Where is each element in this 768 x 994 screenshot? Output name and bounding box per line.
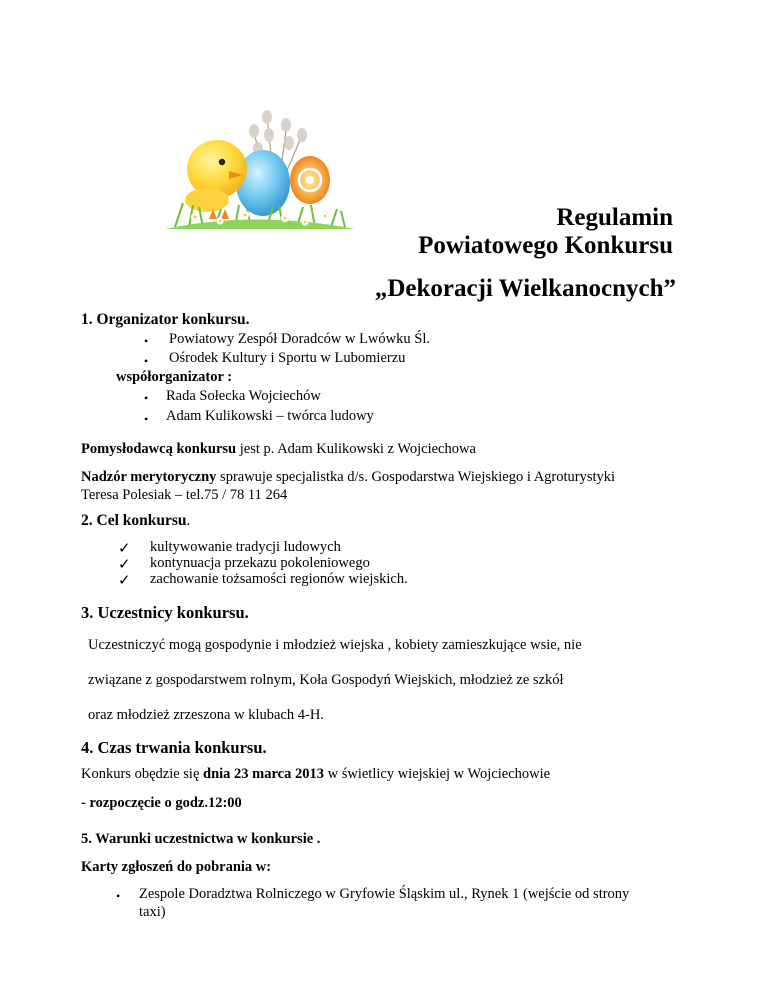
section4-heading: 4. Czas trwania konkursu. (81, 738, 267, 757)
section2-heading-period: . (186, 512, 191, 529)
bullet-icon: • (144, 391, 149, 405)
author-text: jest p. Adam Kulikowski z Wojciechowa (236, 441, 476, 457)
goal-item: zachowanie tożsamości regionów wiejskich. (150, 571, 408, 587)
document-title-line1: Regulamin (556, 204, 673, 231)
document-title-line2: Powiatowego Konkursu (418, 232, 673, 259)
section3-heading: 3. Uczestnicy konkursu. (81, 603, 249, 622)
author-label: Pomysłodawcą konkursu (81, 441, 237, 457)
bullet-icon: • (116, 889, 121, 903)
bullet-icon: • (144, 354, 149, 368)
checkmark-icon: ✓ (118, 573, 131, 589)
supervision-text: sprawuje specjalistka d/s. Gospodarstwa Wiejskiego i Agroturystyki (216, 469, 616, 485)
section5-heading: 5. Warunki uczestnictwa w konkursie . (81, 831, 321, 847)
bullet-icon: • (144, 334, 149, 348)
organizer-item: Ośrodek Kultury i Sportu w Lubomierzu (169, 350, 406, 366)
easter-chick-eggs-illustration (155, 105, 360, 230)
supervision-label: Nadzór merytoryczny (81, 469, 217, 485)
checkmark-icon: ✓ (118, 557, 131, 573)
bullet-icon: • (144, 412, 149, 426)
co-organizer-item: Rada Sołecka Wojciechów (166, 388, 321, 404)
checkmark-icon: ✓ (118, 541, 131, 557)
document-title-line3: „Dekoracji Wielkanocnych” (374, 275, 676, 302)
co-organizer-label: współorganizator : (116, 369, 233, 385)
date-prefix: Konkurs obędzie się (81, 766, 204, 782)
goal-item: kultywowanie tradycji ludowych (150, 539, 341, 555)
forms-location-line1: Zespole Doradztwa Rolniczego w Gryfowie Śląskim ul., Rynek 1 (wejście od strony (139, 886, 630, 902)
forms-label: Karty zgłoszeń do pobrania w: (81, 859, 272, 875)
organizer-item: Powiatowy Zespół Doradców w Lwówku Śl. (169, 331, 430, 347)
date-line (81, 766, 550, 783)
section2-heading-text: 2. Cel konkursu (81, 512, 187, 529)
goal-item: kontynuacja przekazu pokoleniowego (150, 555, 370, 571)
section1-heading: 1. Organizator konkursu. (81, 311, 250, 328)
participants-line: oraz młodzież zrzeszona w klubach 4-H. (88, 707, 324, 723)
author-line (81, 441, 476, 458)
start-time: - rozpoczęcie o godz.12:00 (81, 795, 242, 811)
supervision-line1 (81, 469, 615, 486)
supervision-line2: Teresa Polesiak – tel.75 / 78 11 264 (81, 487, 288, 503)
event-date: dnia 23 marca 2013 (203, 766, 324, 782)
participants-line: Uczestniczyć mogą gospodynie i młodzież wiejska , kobiety zamieszkujące wsie, nie (88, 637, 582, 653)
date-suffix: w świetlicy wiejskiej w Wojciechowie (324, 766, 551, 782)
section2-heading (81, 512, 190, 530)
forms-location-line2: taxi) (139, 904, 166, 920)
participants-line: związane z gospodarstwem rolnym, Koła Gospodyń Wiejskich, młodzież ze szkół (88, 672, 564, 688)
co-organizer-item: Adam Kulikowski – twórca ludowy (166, 408, 374, 424)
